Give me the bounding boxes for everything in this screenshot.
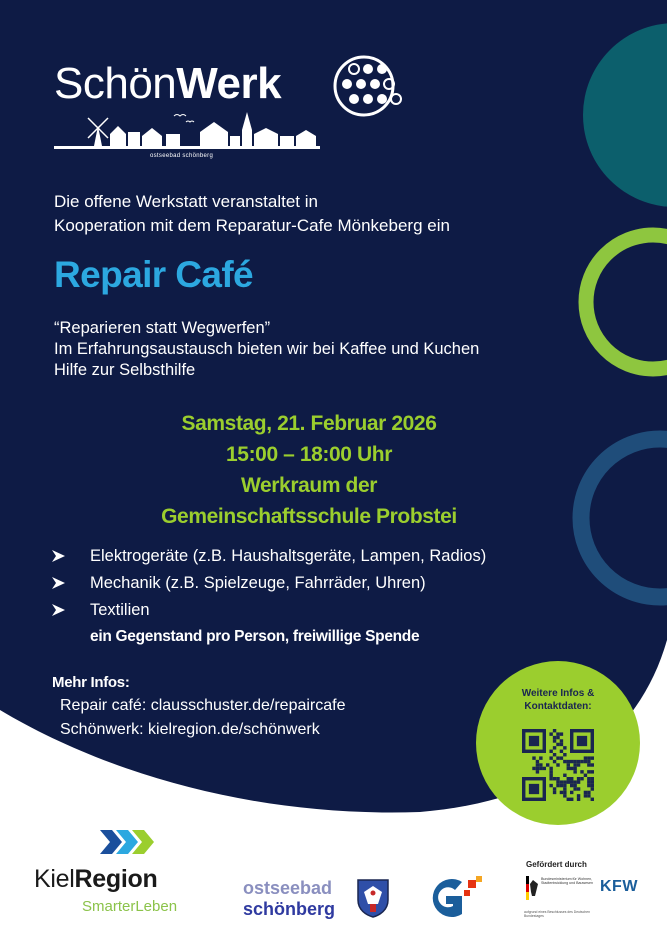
kfw-logo-text: KFW [600, 878, 638, 895]
event-details [54, 408, 564, 532]
qr-label-line-2: Kontaktdaten: [524, 701, 592, 712]
kielregion-tagline: SmarterLeben [82, 898, 178, 915]
more-info-heading: Mehr Infos: [52, 674, 130, 691]
arrow-bullet-icon [50, 548, 66, 564]
description-line-1: “Reparieren statt Wegwerfen” [54, 319, 271, 337]
g-company-logo-icon [422, 876, 484, 920]
town-skyline-icon [54, 112, 320, 152]
schoenberg-crest-icon [356, 878, 390, 918]
schoenberg-text: schönberg [243, 899, 336, 919]
intro-text [54, 190, 574, 238]
logo-word-bold: Werk [176, 59, 282, 108]
description-line-2: Im Erfahrungsaustausch bieten wir bei Kaffee und Kuchen [54, 340, 480, 358]
items-note: ein Gegenstand pro Person, freiwillige Spende [90, 628, 420, 645]
kielregion-light: Kiel [34, 865, 75, 893]
arrow-bullet-icon [50, 602, 66, 618]
event-location-1: Werkraum der [240, 474, 378, 497]
logo-subline: ostseebad schönberg [150, 153, 214, 159]
funding-label: Gefördert durch [526, 860, 587, 869]
kielregion-bold: Region [74, 865, 158, 893]
kielregion-arrows-icon [100, 828, 160, 856]
qr-code-icon[interactable] [522, 729, 594, 801]
qr-label-line-1: Weitere Infos & [521, 688, 595, 699]
list-item-label: Textilien [90, 601, 150, 619]
logo-word-light: Schön [54, 59, 177, 108]
more-info-repaircafe-link[interactable]: Repair café: clausschuster.de/repaircafe [60, 697, 346, 714]
list-item-label: Elektrogeräte (z.B. Haushaltsgeräte, Lampen, Radios) [90, 547, 487, 565]
event-time: 15:00 – 18:00 Uhr [226, 443, 392, 466]
event-location-2: Gemeinschaftsschule Probstei [161, 505, 457, 528]
federal-eagle-icon [526, 876, 540, 902]
description [54, 318, 479, 381]
event-date: Samstag, 21. Februar 2026 [181, 412, 437, 435]
ministry-footnote: aufgrund eines Beschlusses des Deutschen Bundestages [524, 910, 590, 918]
page-title: Repair Café [54, 254, 254, 295]
intro-line-1: Die offene Werkstatt veranstaltet in [54, 192, 318, 211]
intro-line-2: Kooperation mit dem Reparatur-Cafe Mönkeberg ein [54, 216, 450, 235]
more-info-schoenwerk-link[interactable]: Schönwerk: kielregion.de/schönwerk [60, 721, 320, 738]
ministry-text: Bundesministerium für Wohnen, Stadtentwicklung und Bauwesen [541, 877, 593, 886]
dots-circle-icon [330, 52, 410, 122]
ostseebad-text: ostseebad [243, 878, 333, 898]
qr-label [476, 687, 640, 713]
kielregion-logo-text [34, 865, 157, 894]
description-line-3: Hilfe zur Selbsthilfe [54, 361, 196, 379]
arrow-bullet-icon [50, 575, 66, 591]
list-item-label: Mechanik (z.B. Spielzeuge, Fahrräder, Uhren) [90, 574, 426, 592]
schoenwerk-logo-text [54, 59, 282, 108]
